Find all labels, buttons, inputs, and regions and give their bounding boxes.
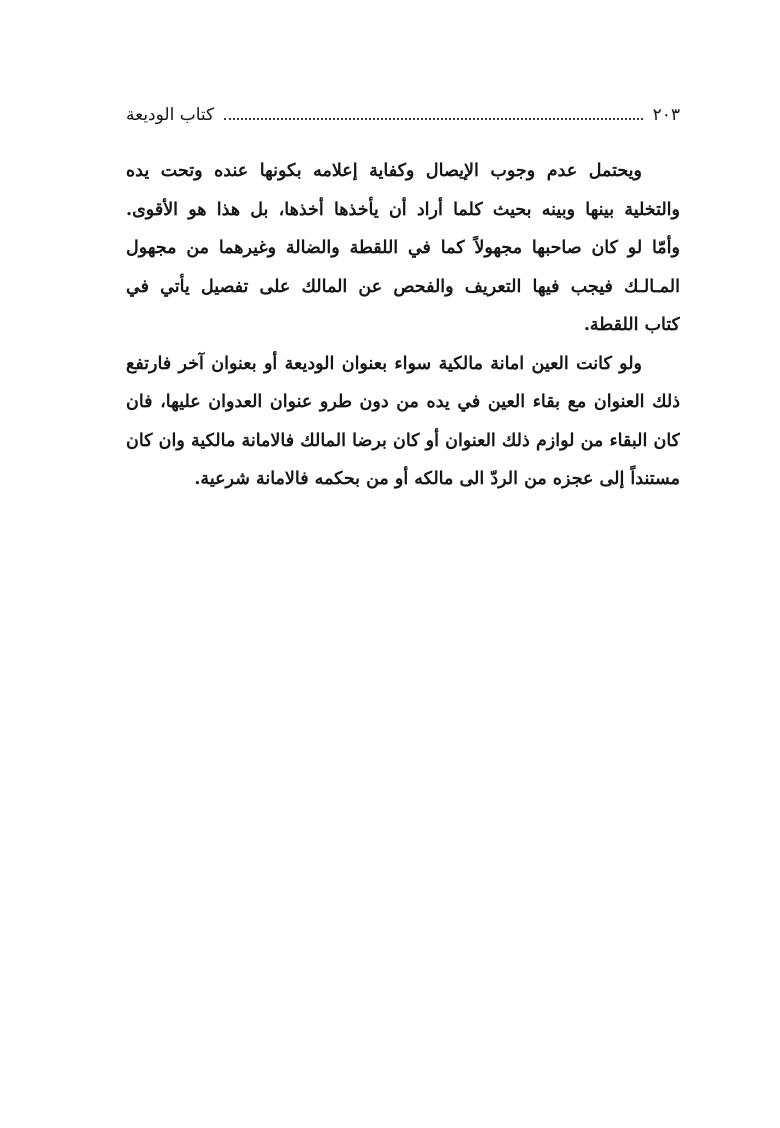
text-line: ذلك العنوان مع بقاء العين في يده من دون طرو عنوان العدوان عليها، فان: [126, 392, 680, 412]
text-line: وأمّا لو كان صاحبها مجهولاً كما في اللقطة والضالة وغيرهما من مجهول: [126, 238, 680, 258]
text-line: كتاب اللقطة.: [583, 315, 680, 335]
text-line: ويحتمل عدم وجوب الإيصال وكفاية إعلامه بكونها عنده وتحت يده: [126, 161, 642, 181]
text-line: ولو كانت العين امانة مالكية سواء بعنوان الوديعة أو بعنوان آخر فارتفع: [126, 353, 643, 374]
text-line: كان البقاء من لوازم ذلك العنوان أو كان برضا المالك فالامانة مالكية وان كان: [126, 430, 680, 451]
body-text: [126, 152, 680, 499]
header-title: كتاب الوديعة: [126, 105, 215, 125]
page-number: ٢٠٣: [652, 105, 680, 125]
header-dot-leader: [224, 118, 642, 120]
paragraph-1: [126, 152, 680, 345]
running-header: [126, 98, 680, 132]
text-line: المـالـك فيجب فيها التعريف والفحص عن المالك على تفصيل يأتي في: [126, 276, 680, 297]
text-line: مستنداً إلى عجزه من الردّ الى مالكه أو من بحكمه فالامانة شرعية.: [194, 469, 680, 489]
text-line: والتخلية بينها وبينه بحيث كلما أراد أن يأخذها أخذها، بل هذا هو الأقوى.: [126, 199, 680, 220]
paragraph-2: [126, 345, 680, 499]
